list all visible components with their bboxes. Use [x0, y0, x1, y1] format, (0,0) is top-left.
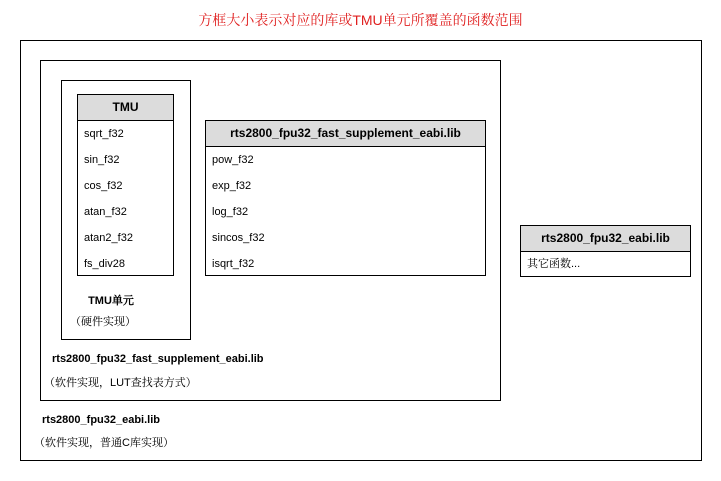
eabi-table [520, 225, 691, 277]
fast-function-item: exp_f32 [212, 180, 252, 192]
tmu-function-item: cos_f32 [84, 180, 123, 192]
diagram-title: 方框大小表示对应的库或TMU单元所覆盖的函数范围 [198, 12, 523, 28]
outer-library-desc: （软件实现，普通C库实现） [34, 437, 174, 449]
tmu-function-item: sqrt_f32 [84, 128, 124, 140]
fast-function-item: isqrt_f32 [212, 258, 255, 270]
fast-function-item: log_f32 [212, 206, 249, 218]
tmu-function-item: sin_f32 [84, 154, 120, 166]
tmu-function-item: atan2_f32 [84, 232, 133, 244]
outer-library-label: rts2800_fpu32_eabi.lib [42, 414, 161, 426]
tmu-table-header: TMU [78, 95, 173, 121]
fast-supplement-table [205, 120, 486, 276]
fast-supplement-desc: （软件实现，LUT查找表方式） [44, 377, 197, 389]
tmu-unit-label: TMU单元 [88, 295, 134, 307]
tmu-function-item: atan_f32 [84, 206, 127, 218]
fast-function-item: pow_f32 [212, 154, 254, 166]
fast-function-item: sincos_f32 [212, 232, 265, 244]
tmu-unit-desc: （硬件实现） [70, 316, 136, 328]
eabi-function-item: 其它函数... [527, 258, 581, 270]
tmu-function-table [77, 94, 174, 276]
eabi-table-header: rts2800_fpu32_eabi.lib [521, 226, 690, 252]
fast-supplement-label: rts2800_fpu32_fast_supplement_eabi.lib [52, 353, 264, 365]
tmu-function-item: fs_div28 [84, 258, 125, 270]
fast-table-header: rts2800_fpu32_fast_supplement_eabi.lib [206, 121, 485, 147]
